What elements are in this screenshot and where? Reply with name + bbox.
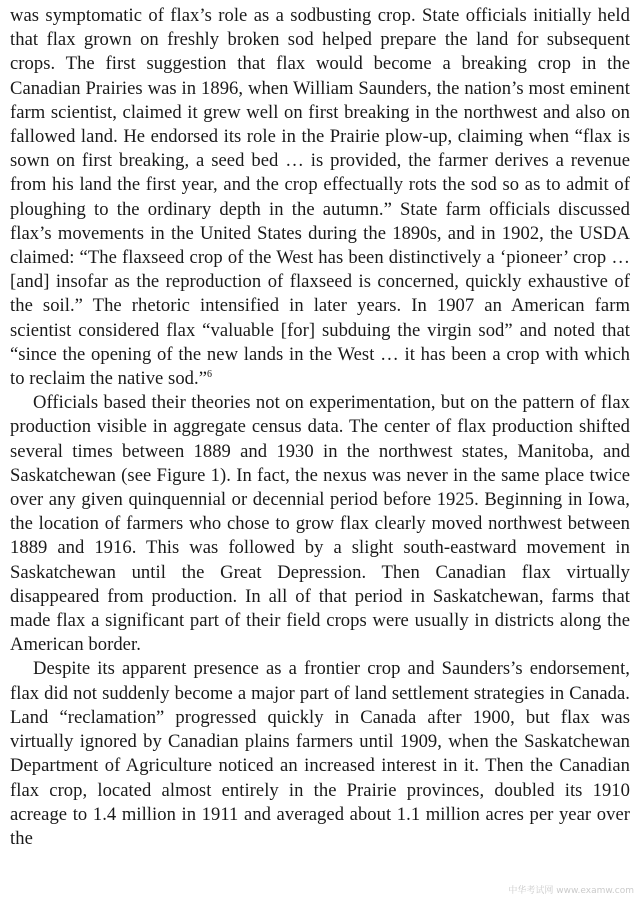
book-page bbox=[10, 4, 630, 851]
paragraph-1-text: was symptomatic of flax’s role as a sodbusting crop. State officials initially held that flax grown on freshly broken sod helped prepare the land for subsequent crops. The first suggestion that flax would become a breaking crop in the Canadian Prairies was in 1896, when William Saunders, the nation’s most eminent farm scientist, claimed it grew well on first breaking in the northwest and also on fallowed land. He endorsed its role in the Prairie plow-up, claiming when “flax is sown on first breaking, a seed bed … is provided, the farmer derives a revenue from his land the first year, and the crop effectually rots the sod so as to admit of ploughing to the ordinary depth in the autumn.” State farm officials discussed flax’s movements in the United States during the 1890s, and in 1902, the USDA claimed: “The flaxseed crop of the West has been distinctively a ‘pioneer’ crop … [and] insofar as the reproduction of flaxseed is concerned, quickly exhaustive of the soil.” The rhetoric intensified in later years. In 1907 an American farm scientist considered flax “valuable [for] subduing the virgin sod” and noted that “since the opening of the new lands in the West … it has been a crop with which to reclaim the native sod.” bbox=[10, 5, 630, 390]
paragraph-2: Officials based their theories not on experimentation, but on the pattern of flax production visible in aggregate census data. The center of flax production shifted several times between 1889 and 1930 in the northwest states, Manitoba, and Saskatchewan (see Figure 1). In fact, the nexus was never in the same place twice over any given quinquennial or decennial period before 1925. Beginning in Iowa, the location of farmers who chose to grow flax clearly moved northwest between 1889 and 1916. This was followed by a slight south-eastward movement in Saskatchewan until the Great Depression. Then Canadian flax virtually disappeared from production. In all of that period in Saskatchewan, farms that made flax a significant part of their field crops were usually in districts along the American border. bbox=[10, 392, 630, 656]
paragraph-3: Despite its apparent presence as a frontier crop and Saunders’s endorsement, flax did not suddenly become a major part of land settlement strategies in Canada. Land “reclamation” progressed quickly in Canada after 1900, but flax was virtually ignored by Canadian plains farmers until 1909, when the Saskatchewan Department of Agriculture noticed an increased interest in it. Then the Canadian flax crop, located almost entirely in the Prairie provinces, doubled its 1910 acreage to 1.4 million in 1911 and averaged about 1.1 million acres per year over the bbox=[10, 658, 630, 849]
footnote-marker[interactable]: 6 bbox=[207, 368, 213, 380]
watermark: 中华考试网 www.examw.com bbox=[508, 886, 634, 896]
paragraph-1 bbox=[10, 4, 630, 391]
